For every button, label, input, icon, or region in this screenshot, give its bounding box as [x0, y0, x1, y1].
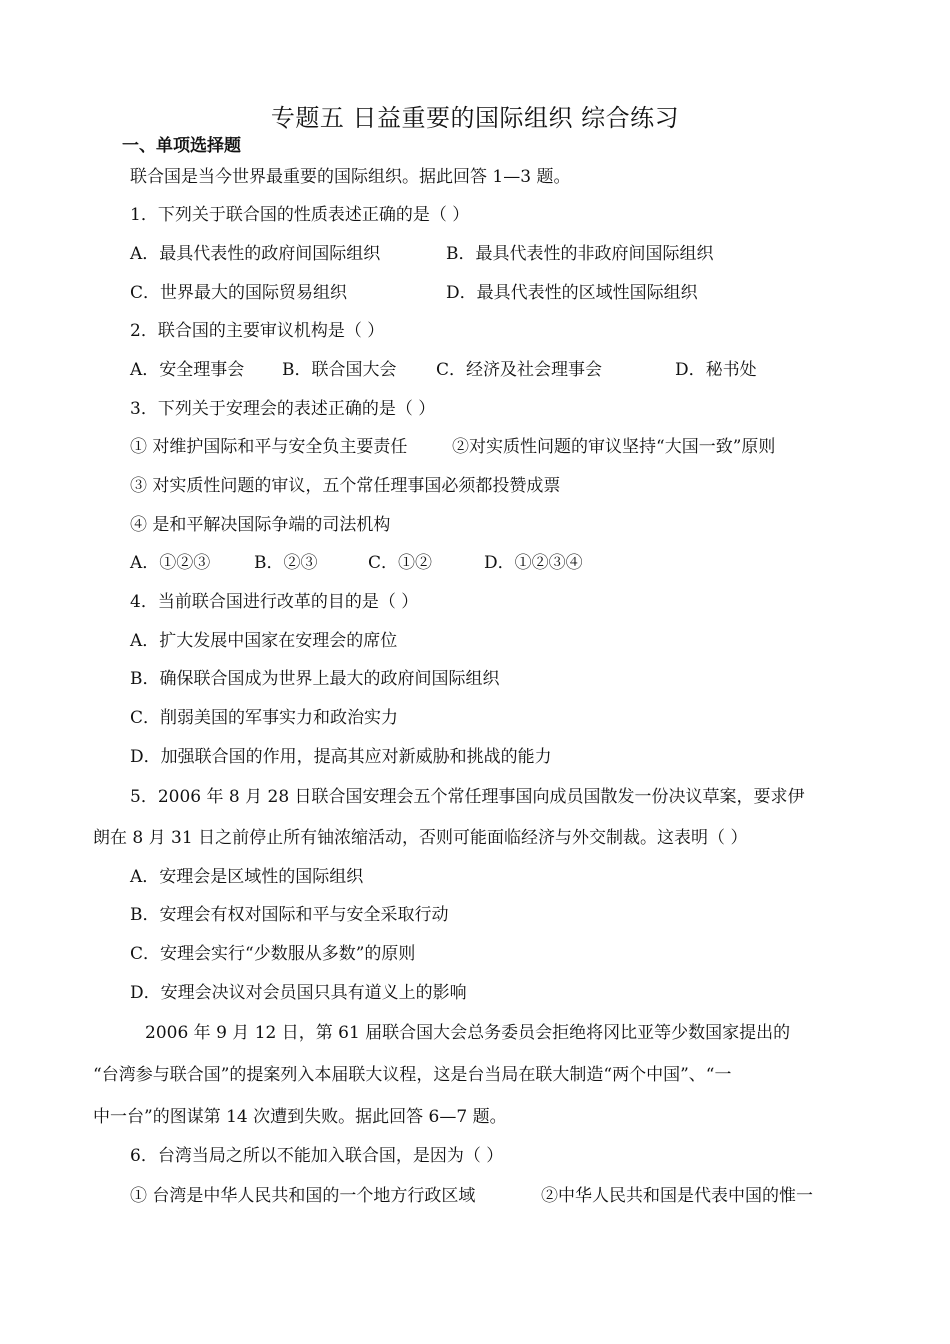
q3-option-b: B．②③: [254, 553, 318, 573]
page-title: 专题五 日益重要的国际组织 综合练习: [270, 104, 680, 132]
q2-option-b: B．联合国大会: [282, 360, 397, 380]
q5-option-c: C．安理会实行“少数服从多数”的原则: [130, 944, 416, 964]
q2-option-a: A．安全理事会: [130, 360, 245, 380]
q4-option-b: B．确保联合国成为世界上最大的政府间国际组织: [130, 669, 500, 689]
q6-statement-2: ②中华人民共和国是代表中国的惟一: [541, 1186, 813, 1206]
q4-option-c: C．削弱美国的军事实力和政治实力: [130, 708, 399, 728]
q1-option-d: D．最具代表性的区域性国际组织: [446, 283, 698, 303]
q5-stem-line-2: 朗在 8 月 31 日之前停止所有铀浓缩活动，否则可能面临经济与外交制裁。这表明（ ）: [93, 828, 748, 848]
q2-stem: 2．联合国的主要审议机构是（ ）: [130, 321, 385, 341]
q1-option-b: B．最具代表性的非政府间国际组织: [446, 244, 714, 264]
q3-stem: 3．下列关于安理会的表述正确的是（ ）: [130, 399, 436, 419]
q5-option-a: A．安理会是区域性的国际组织: [130, 867, 364, 887]
q1-option-c: C．世界最大的国际贸易组织: [130, 283, 348, 303]
q3-statement-2: ②对实质性问题的审议坚持“大国一致”原则: [452, 437, 776, 457]
intro-6-7-line-1: 2006 年 9 月 12 日，第 61 届联合国大会总务委员会拒绝将冈比亚等少数国家提出的: [145, 1023, 791, 1043]
q6-statement-1: ① 台湾是中华人民共和国的一个地方行政区域: [130, 1186, 476, 1206]
intro-6-7-line-3: 中一台”的图谋第 14 次遭到失败。据此回答 6—7 题。: [93, 1107, 507, 1127]
q1-option-a: A．最具代表性的政府间国际组织: [130, 244, 381, 264]
q3-statement-3: ③ 对实质性问题的审议，五个常任理事国必须都投赞成票: [130, 476, 561, 496]
q5-stem-line-1: 5．2006 年 8 月 28 日联合国安理会五个常任理事国向成员国散发一份决议草案，要求伊: [130, 787, 805, 807]
q4-option-a: A．扩大发展中国家在安理会的席位: [130, 631, 398, 651]
q4-stem: 4．当前联合国进行改革的目的是（ ）: [130, 592, 419, 612]
section-heading: 一、单项选择题: [122, 136, 241, 156]
q1-stem: 1．下列关于联合国的性质表述正确的是（ ）: [130, 205, 470, 225]
q3-option-c: C．①②: [368, 553, 433, 573]
q3-option-a: A．①②③: [130, 553, 211, 573]
q2-option-d: D．秘书处: [675, 360, 757, 380]
q5-option-b: B．安理会有权对国际和平与安全采取行动: [130, 905, 449, 925]
q4-option-d: D．加强联合国的作用，提高其应对新威胁和挑战的能力: [130, 747, 552, 767]
intro-1-3: 联合国是当今世界最重要的国际组织。据此回答 1—3 题。: [130, 167, 571, 187]
q6-stem: 6．台湾当局之所以不能加入联合国，是因为（ ）: [130, 1146, 504, 1166]
intro-6-7-line-2: “台湾参与联合国”的提案列入本届联大议程，这是台当局在联大制造“两个中国”、“一: [93, 1065, 732, 1085]
q3-statement-1: ① 对维护国际和平与安全负主要责任: [130, 437, 408, 457]
q3-option-d: D．①②③④: [484, 553, 583, 573]
q3-statement-4: ④ 是和平解决国际争端的司法机构: [130, 515, 391, 535]
q2-option-c: C．经济及社会理事会: [436, 360, 603, 380]
q5-option-d: D．安理会决议对会员国只具有道义上的影响: [130, 983, 467, 1003]
